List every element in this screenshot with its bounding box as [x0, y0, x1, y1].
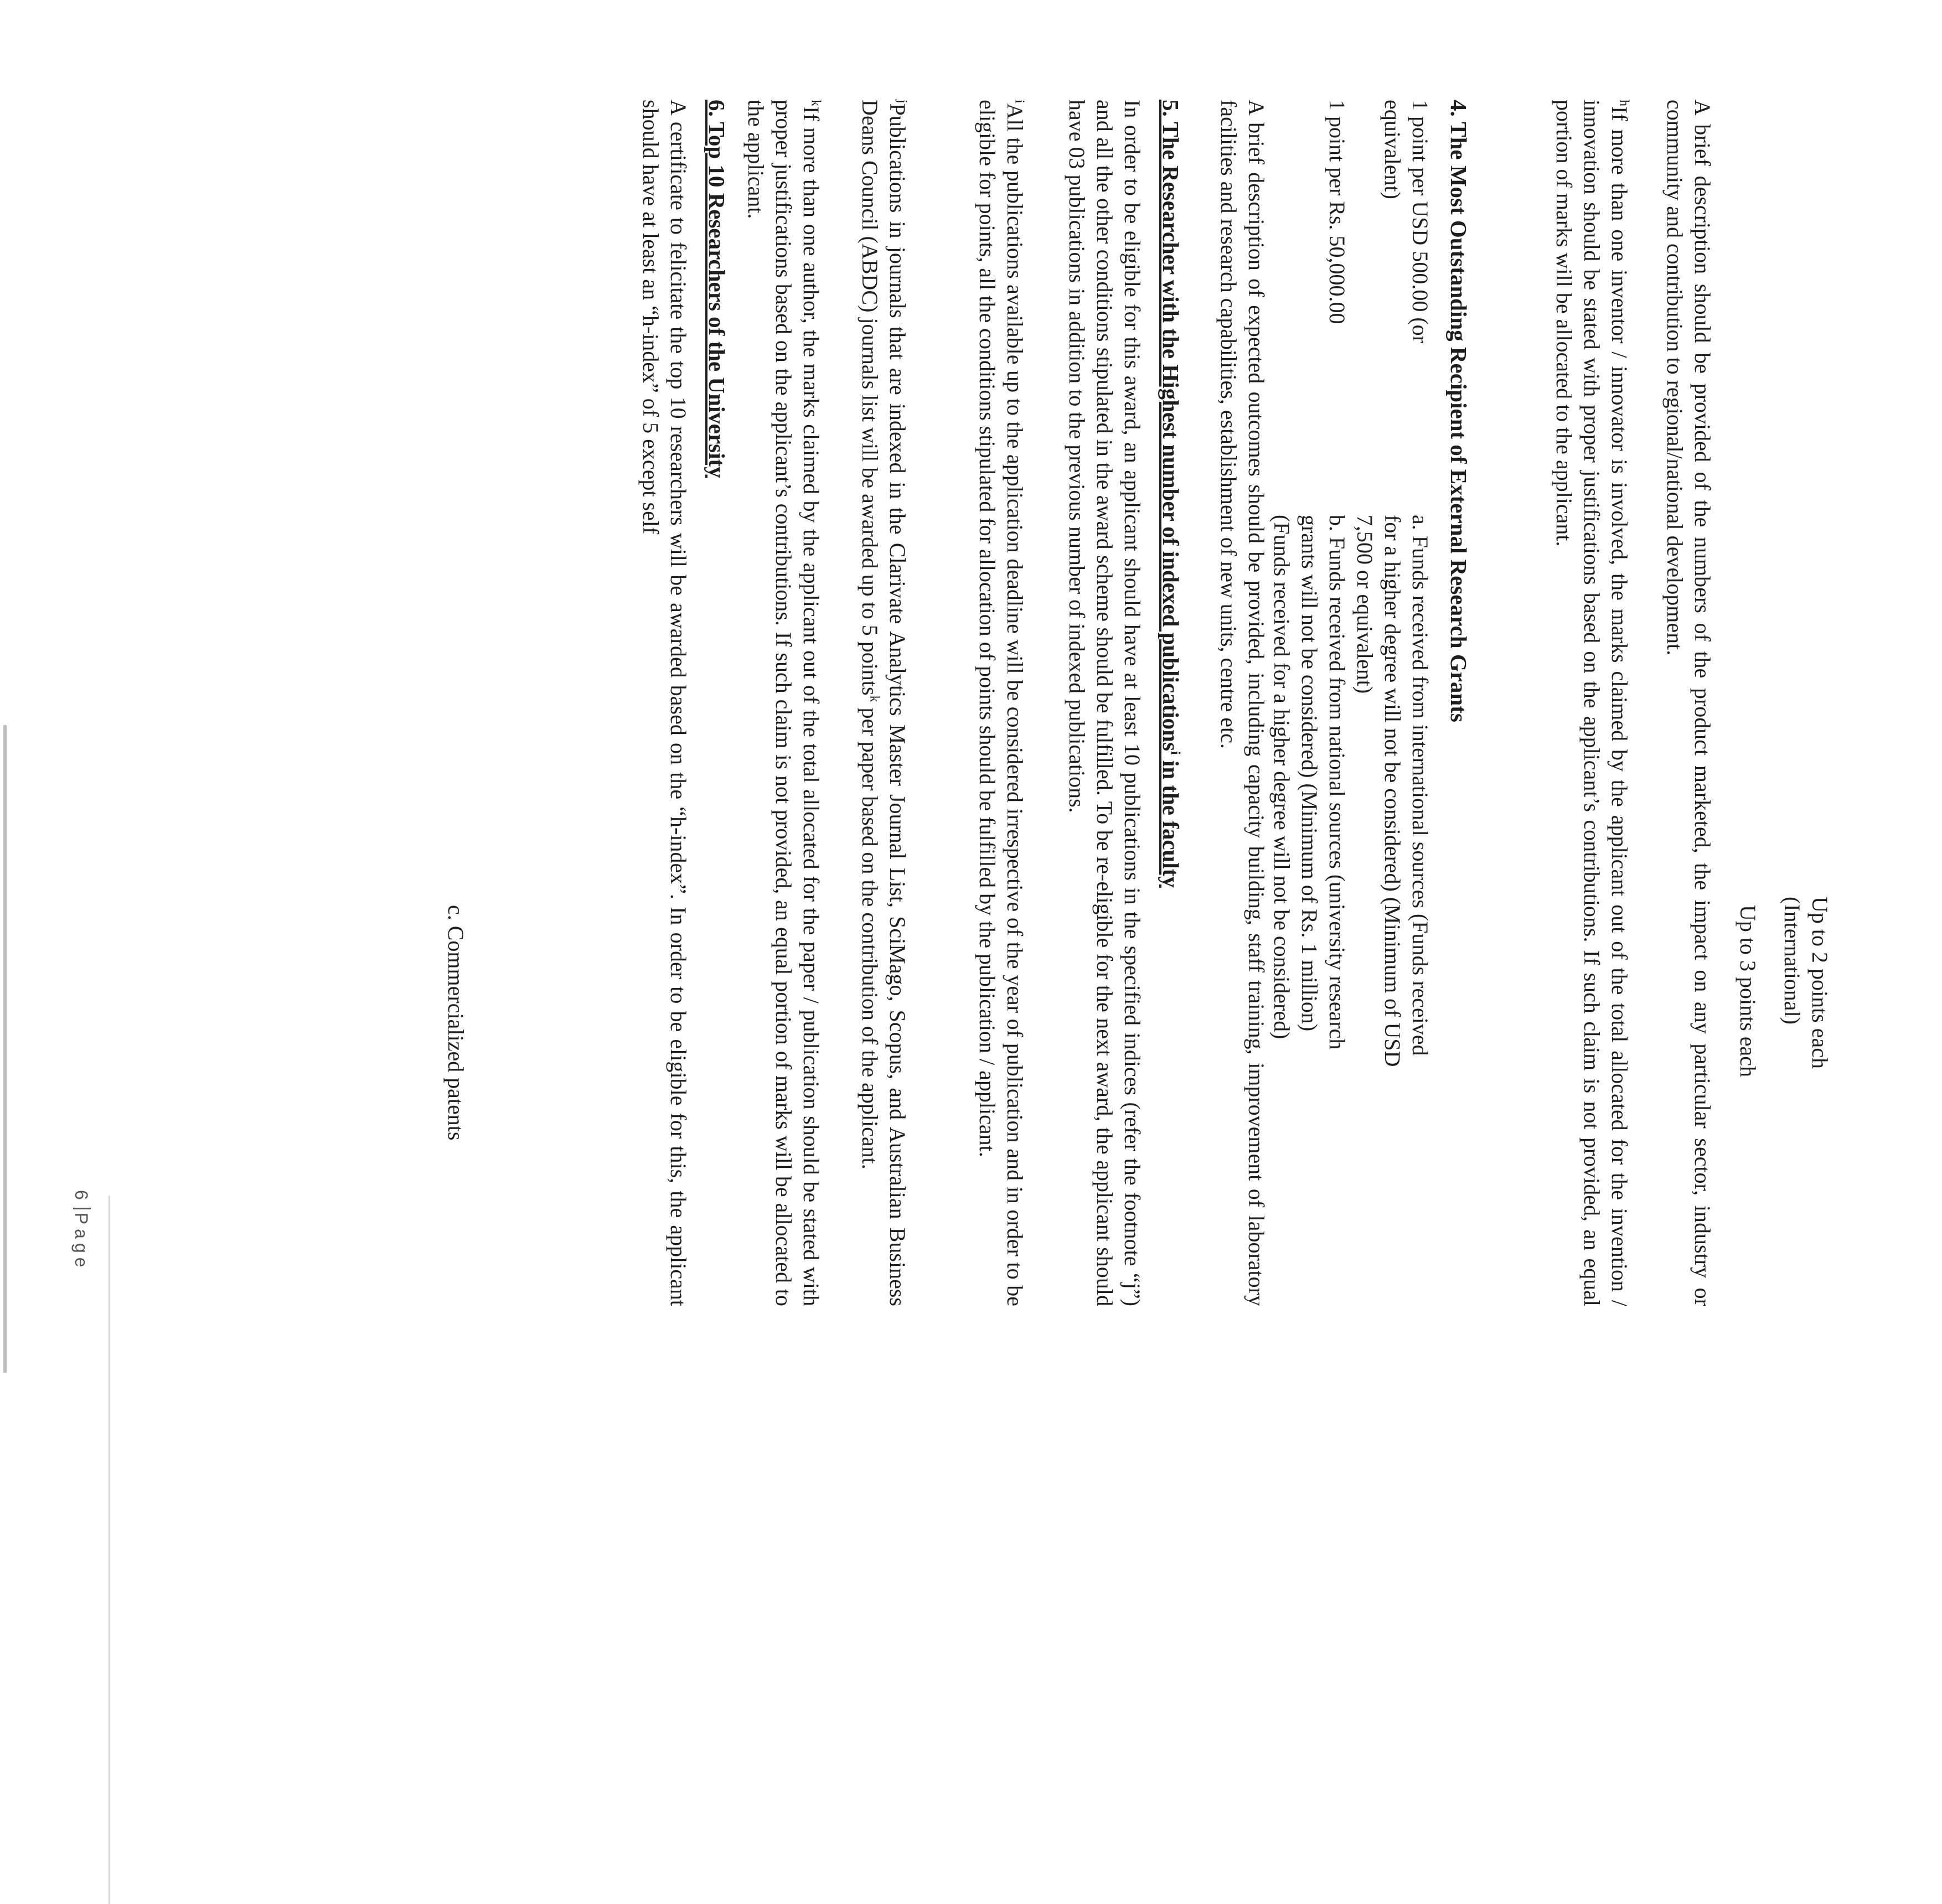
patent-footnote [1550, 100, 1633, 1306]
section-6-heading: 6. Top 10 Researchers of the University [704, 100, 730, 478]
patent-points-international: Up to 2 points each (International) [1780, 897, 1832, 1069]
section-5-heading [1157, 100, 1185, 1306]
section-6-paragraph: A certificate to felicitate the top 10 researchers will be awarded based on the “h-index”. In order to be eligible for this, the applicant should have at least an “h-index” of 5 except self [638, 100, 691, 1306]
page-number: 6 [71, 1190, 91, 1204]
section-4-heading: 4. The Most Outstanding Recipient of External Research Grants [1446, 100, 1471, 722]
footnote-j-ref-k: k [867, 695, 882, 702]
patent-points-commercialized: Up to 3 points each [1736, 905, 1760, 1078]
grant-description: A brief description of expected outcomes should be provided, including capacity building, staff training, improvement of laboratory facilities and research capabilities, establishment of new units, centre etc. [1216, 100, 1269, 1306]
heading-marker-i: i [1168, 751, 1182, 755]
grant-points-national: 1 point per Rs. 50,000.00 [1325, 100, 1350, 324]
footnote-k-text: If more than one author, the marks claimed by the applicant out of the total allocated for the paper / publication should be stated with proper justifications based on the applicant’s contributions. If such claim is not provided, an equal portion of marks will be allocated to the applicant. [743, 100, 824, 1306]
footnote-k [742, 100, 825, 1306]
scan-edge [3, 725, 7, 1373]
page-footer [68, 1190, 95, 1272]
footnote-marker-i: i [1012, 100, 1027, 104]
footnote-j-text-end: per paper based on the contribution of the applicant. [858, 702, 882, 1170]
footnote-j [856, 100, 911, 1306]
footnote-marker-k: k [808, 100, 823, 106]
patent-description: A brief description should be provided of the numbers of the product marketed, the impact on any particular sector, industry or community and contribution to regional/national development. [1662, 100, 1715, 1306]
page-label: Page [71, 1212, 91, 1272]
footnote-marker-h: h [1616, 100, 1631, 106]
page-separator [73, 1208, 91, 1209]
patent-footnote-text: If more than one inventor / innovator is involved, the marks claimed by the applicant out of the total allocated for the invention / innovation should be stated with proper justifications based on the applicant’s contributions. If such claim is not provided, an equal portion of marks will be allocated to the applicant. [1552, 100, 1632, 1306]
section-5-heading-text: 5. The Researcher with the Highest number of indexed publications [1158, 100, 1184, 751]
footer-rule [109, 1196, 110, 1904]
footnote-i [973, 100, 1029, 1306]
grant-item-international: a. Funds received from international sources (Funds received for a higher degree will not be considered) (Minimum of USD 7,500 or equivalent) [1352, 515, 1433, 1067]
footnote-i-text: All the publications available up to the application deadline will be considered irrespective of the year of publication and in order to be eligible for points, all the conditions stipulated for allocation of points should be fulfilled by the publication / applicant. [975, 100, 1027, 1306]
footnote-marker-j: j [895, 100, 910, 104]
section-5-heading-suffix: in the faculty [1158, 754, 1184, 888]
grant-points-international: 1 point per USD 500.00 (or equivalent) [1380, 100, 1433, 343]
section-5-paragraph: In order to be eligible for this award, an applicant should have at least 10 publications in the specified indices (refer the footnote “j”) and all the other conditions stipulated in the award scheme should be fulfilled. To be re-eligible for the next award, the applicant should have 03 publications in addition to the previous number of indexed publications. [1065, 100, 1145, 1306]
footnote-j-text: Publications in journals that are indexed in the Clarivate Analytics Master Journal List, SciMago, Scopus, and Australian Business Deans Council (ABDC) journals list will be awarded up to 5 points [858, 100, 910, 1306]
grant-item-national: b. Funds received from national sources (university research grants will not be considered) (Minimum of Rs. 1 million) (Funds received for a higher degree will not be considered) [1269, 515, 1350, 1050]
patent-item-commercialized: c. Commercialized patents [443, 905, 468, 1141]
